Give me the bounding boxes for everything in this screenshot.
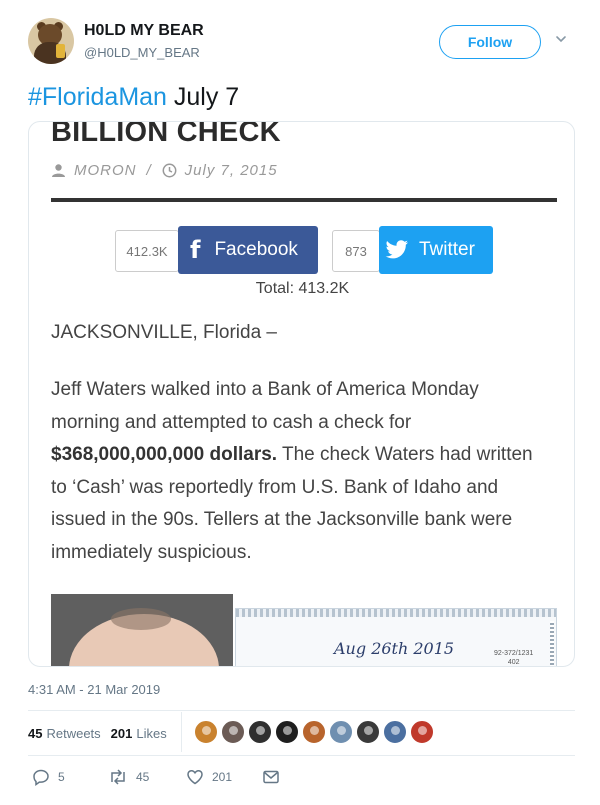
check-routing-line-2: 402 bbox=[507, 659, 520, 666]
retweets-count: 45 bbox=[28, 726, 43, 741]
facebook-share-count: 412.3K bbox=[115, 230, 179, 272]
tweet-text bbox=[28, 83, 239, 112]
facebook-icon: f bbox=[190, 236, 201, 264]
liker-avatar[interactable] bbox=[302, 720, 326, 744]
likes-label: Likes bbox=[136, 726, 167, 741]
mugshot-hair bbox=[111, 608, 171, 630]
mugshot-image bbox=[51, 594, 233, 667]
divider bbox=[28, 755, 575, 756]
check-image bbox=[235, 608, 557, 667]
reply-icon bbox=[32, 768, 50, 786]
liker-avatar[interactable] bbox=[221, 720, 245, 744]
reply-count: 5 bbox=[58, 770, 65, 784]
hashtag-link[interactable]: #FloridaMan bbox=[28, 83, 167, 111]
twitter-share-button[interactable] bbox=[379, 226, 493, 274]
like-count: 201 bbox=[212, 770, 233, 784]
facebook-share-label: Facebook bbox=[214, 239, 298, 260]
chevron-down-icon[interactable] bbox=[554, 32, 568, 46]
paragraph-text-1: Jeff Waters walked into a Bank of America Monday morning and attempted to cash a check for bbox=[51, 379, 479, 433]
article-byline bbox=[51, 162, 278, 179]
article-author: MORON bbox=[74, 162, 137, 179]
check-routing-number bbox=[494, 649, 533, 667]
retweets-stat[interactable] bbox=[28, 726, 101, 741]
check-side-pattern bbox=[550, 621, 554, 667]
user-handle[interactable]: @H0LD_MY_BEAR bbox=[84, 45, 200, 60]
retweets-label: Retweets bbox=[46, 726, 101, 741]
twitter-share-count: 873 bbox=[332, 230, 380, 272]
retweet-count: 45 bbox=[136, 770, 150, 784]
heart-icon bbox=[186, 768, 204, 786]
direct-message-button[interactable] bbox=[262, 768, 288, 786]
liker-avatar[interactable] bbox=[410, 720, 434, 744]
display-name[interactable]: H0LD MY BEAR bbox=[84, 22, 204, 39]
liker-avatar[interactable] bbox=[248, 720, 272, 744]
tweet-stats bbox=[28, 726, 167, 741]
follow-button[interactable]: Follow bbox=[439, 25, 541, 59]
share-total: Total: 413.2K bbox=[255, 280, 350, 297]
retweet-icon bbox=[108, 768, 128, 786]
stats-separator bbox=[181, 712, 182, 752]
check-handwritten-date: Aug 26th 2015 bbox=[334, 639, 455, 658]
article-paragraph bbox=[51, 374, 551, 569]
divider bbox=[28, 710, 575, 711]
like-button[interactable] bbox=[186, 768, 232, 786]
check-routing-line-1: 92-372/1231 bbox=[494, 650, 534, 657]
check-border-pattern bbox=[236, 609, 556, 617]
liker-avatars bbox=[194, 720, 437, 746]
paragraph-text-2: The check Waters had written to ‘Cash’ was reportedly from U.S. Bank of Idaho and issued in the 90s. Tellers at the Jacksonville bank were immediately suspicious. bbox=[51, 444, 533, 563]
user-icon bbox=[51, 163, 66, 178]
likes-count: 201 bbox=[110, 726, 133, 741]
article-date: July 7, 2015 bbox=[184, 162, 278, 179]
avatar-can bbox=[56, 44, 65, 58]
article-dateline: JACKSONVILLE, Florida – bbox=[51, 322, 277, 343]
liker-avatar[interactable] bbox=[383, 720, 407, 744]
retweet-button[interactable] bbox=[108, 768, 149, 786]
liker-avatar[interactable] bbox=[194, 720, 218, 744]
article-card[interactable] bbox=[28, 121, 575, 667]
clock-icon bbox=[162, 163, 177, 178]
byline-separator: / bbox=[146, 162, 152, 179]
tweet-timestamp[interactable]: 4:31 AM - 21 Mar 2019 bbox=[28, 682, 161, 697]
article-title: BILLION CHECK bbox=[51, 121, 281, 148]
liker-avatar[interactable] bbox=[329, 720, 353, 744]
likes-stat[interactable] bbox=[111, 726, 167, 741]
reply-button[interactable] bbox=[32, 768, 65, 786]
bear-avatar[interactable] bbox=[28, 18, 74, 64]
paragraph-bold-amount: $368,000,000,000 dollars. bbox=[51, 444, 278, 465]
tweet-header bbox=[28, 18, 578, 68]
tweet-text-rest: July 7 bbox=[166, 83, 240, 111]
liker-avatar[interactable] bbox=[275, 720, 299, 744]
twitter-bird-icon bbox=[385, 240, 409, 260]
envelope-icon bbox=[262, 768, 280, 786]
title-divider bbox=[51, 198, 557, 202]
tweet-actions bbox=[28, 768, 575, 788]
liker-avatar[interactable] bbox=[356, 720, 380, 744]
facebook-share-button[interactable] bbox=[178, 226, 318, 274]
twitter-share-label: Twitter bbox=[419, 239, 475, 260]
